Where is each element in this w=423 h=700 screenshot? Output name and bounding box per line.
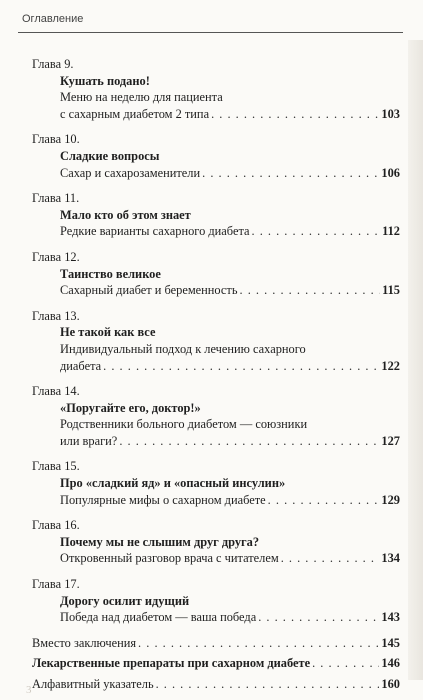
chapter-title: Сладкие вопросы [60, 148, 160, 163]
chapter-label: Глава 16. [32, 518, 80, 533]
chapter-subtitle-line: Индивидуальный подход к лечению сахарного [60, 341, 306, 356]
chapter-subtitle-entry [32, 223, 400, 240]
back-matter-entry [32, 655, 400, 672]
chapter-subtitle-line: диабета [60, 358, 102, 373]
chapter-subtitle-line: Сахар и сахарозаменители [60, 165, 201, 180]
facing-page-edge [408, 40, 423, 680]
back-matter-entry [32, 635, 400, 652]
dot-leader [103, 358, 379, 375]
chapter-label: Глава 11. [32, 191, 80, 206]
dot-leader [258, 609, 379, 626]
chapter-subtitle-entry [32, 282, 400, 299]
chapter-subtitle-entry [32, 165, 400, 182]
page-ref: 122 [381, 358, 400, 373]
chapter-subtitle-entry [32, 358, 400, 375]
chapter-title: Мало кто об этом знает [60, 207, 191, 222]
dot-leader [156, 676, 380, 693]
page-ref: 103 [381, 106, 400, 121]
toc-chapter [32, 576, 400, 626]
toc-chapter [32, 308, 400, 374]
page-ref: 115 [382, 283, 400, 298]
chapter-title: Таинство великое [60, 266, 161, 281]
chapter-subtitle-line: Сахарный диабет и беременность [60, 283, 238, 298]
chapter-title: Про «сладкий яд» и «опасный инсулин» [60, 476, 286, 491]
dot-leader [268, 492, 380, 509]
page-ref: 112 [382, 224, 400, 239]
chapter-label: Глава 13. [32, 308, 80, 323]
chapter-subtitle-line: с сахарным диабетом 2 типа [60, 106, 210, 121]
toc-chapter [32, 56, 400, 122]
page-ref: 129 [381, 492, 400, 507]
dot-leader [240, 282, 381, 299]
toc-chapter [32, 249, 400, 299]
chapter-subtitle-line: Редкие варианты сахарного диабета [60, 224, 250, 239]
page-ref: 145 [381, 635, 400, 650]
toc-chapter [32, 190, 400, 240]
chapter-subtitle-line: Популярные мифы о сахарном диабете [60, 492, 266, 507]
toc-chapter [32, 458, 400, 508]
page-ref: 106 [381, 165, 400, 180]
page-ref: 127 [381, 433, 400, 448]
chapter-subtitle-line: Родственники больного диабетом — союзники [60, 417, 308, 432]
chapter-label: Глава 12. [32, 249, 80, 264]
page-ref: 160 [381, 677, 400, 691]
chapter-label: Глава 14. [32, 384, 80, 399]
chapter-title: «Поругайте его, доктор!» [60, 400, 201, 415]
back-matter-title: Алфавитный указатель [32, 677, 154, 691]
dot-leader [138, 635, 379, 652]
chapter-subtitle-entry [32, 550, 400, 567]
chapter-title: Почему мы не слышим друг друга? [60, 534, 260, 549]
chapter-subtitle-line: Откровенный разговор врача с читателем [60, 551, 279, 566]
table-of-contents [32, 56, 400, 697]
running-head: Оглавление [22, 13, 84, 25]
toc-chapter [32, 131, 400, 181]
toc-chapter [32, 383, 400, 449]
chapter-title: Кушать подано! [60, 73, 150, 88]
chapter-label: Глава 17. [32, 577, 80, 592]
header-rule [18, 32, 403, 33]
dot-leader [281, 550, 380, 567]
back-matter-title: Вместо заключения [32, 635, 137, 650]
dot-leader [119, 433, 379, 450]
chapter-title: Не такой как все [60, 325, 156, 340]
page-ref: 143 [381, 610, 400, 625]
chapter-subtitle-line: или враги? [60, 433, 118, 448]
page-ref: 134 [381, 551, 400, 566]
dot-leader [312, 655, 379, 672]
chapter-subtitle-entry [32, 492, 400, 509]
toc-chapter [32, 517, 400, 567]
page-number: 3 [26, 684, 32, 696]
chapter-label: Глава 10. [32, 132, 80, 147]
chapter-subtitle-line: Меню на неделю для пациента [60, 90, 223, 105]
chapter-subtitle-entry [32, 106, 400, 123]
chapter-subtitle-entry [32, 609, 400, 626]
chapter-subtitle-line: Победа над диабетом — ваша победа [60, 610, 257, 625]
page-ref: 146 [381, 656, 400, 671]
dot-leader [211, 106, 379, 123]
back-matter-title: Лекарственные препараты при сахарном диабете [32, 656, 311, 671]
dot-leader [252, 223, 381, 240]
dot-leader [202, 165, 379, 182]
back-matter-entry [32, 676, 400, 693]
chapter-label: Глава 9. [32, 57, 74, 71]
toc-back-matter [32, 635, 400, 693]
chapter-title: Дорогу осилит идущий [60, 593, 190, 608]
chapter-label: Глава 15. [32, 459, 80, 474]
chapter-subtitle-entry [32, 433, 400, 450]
